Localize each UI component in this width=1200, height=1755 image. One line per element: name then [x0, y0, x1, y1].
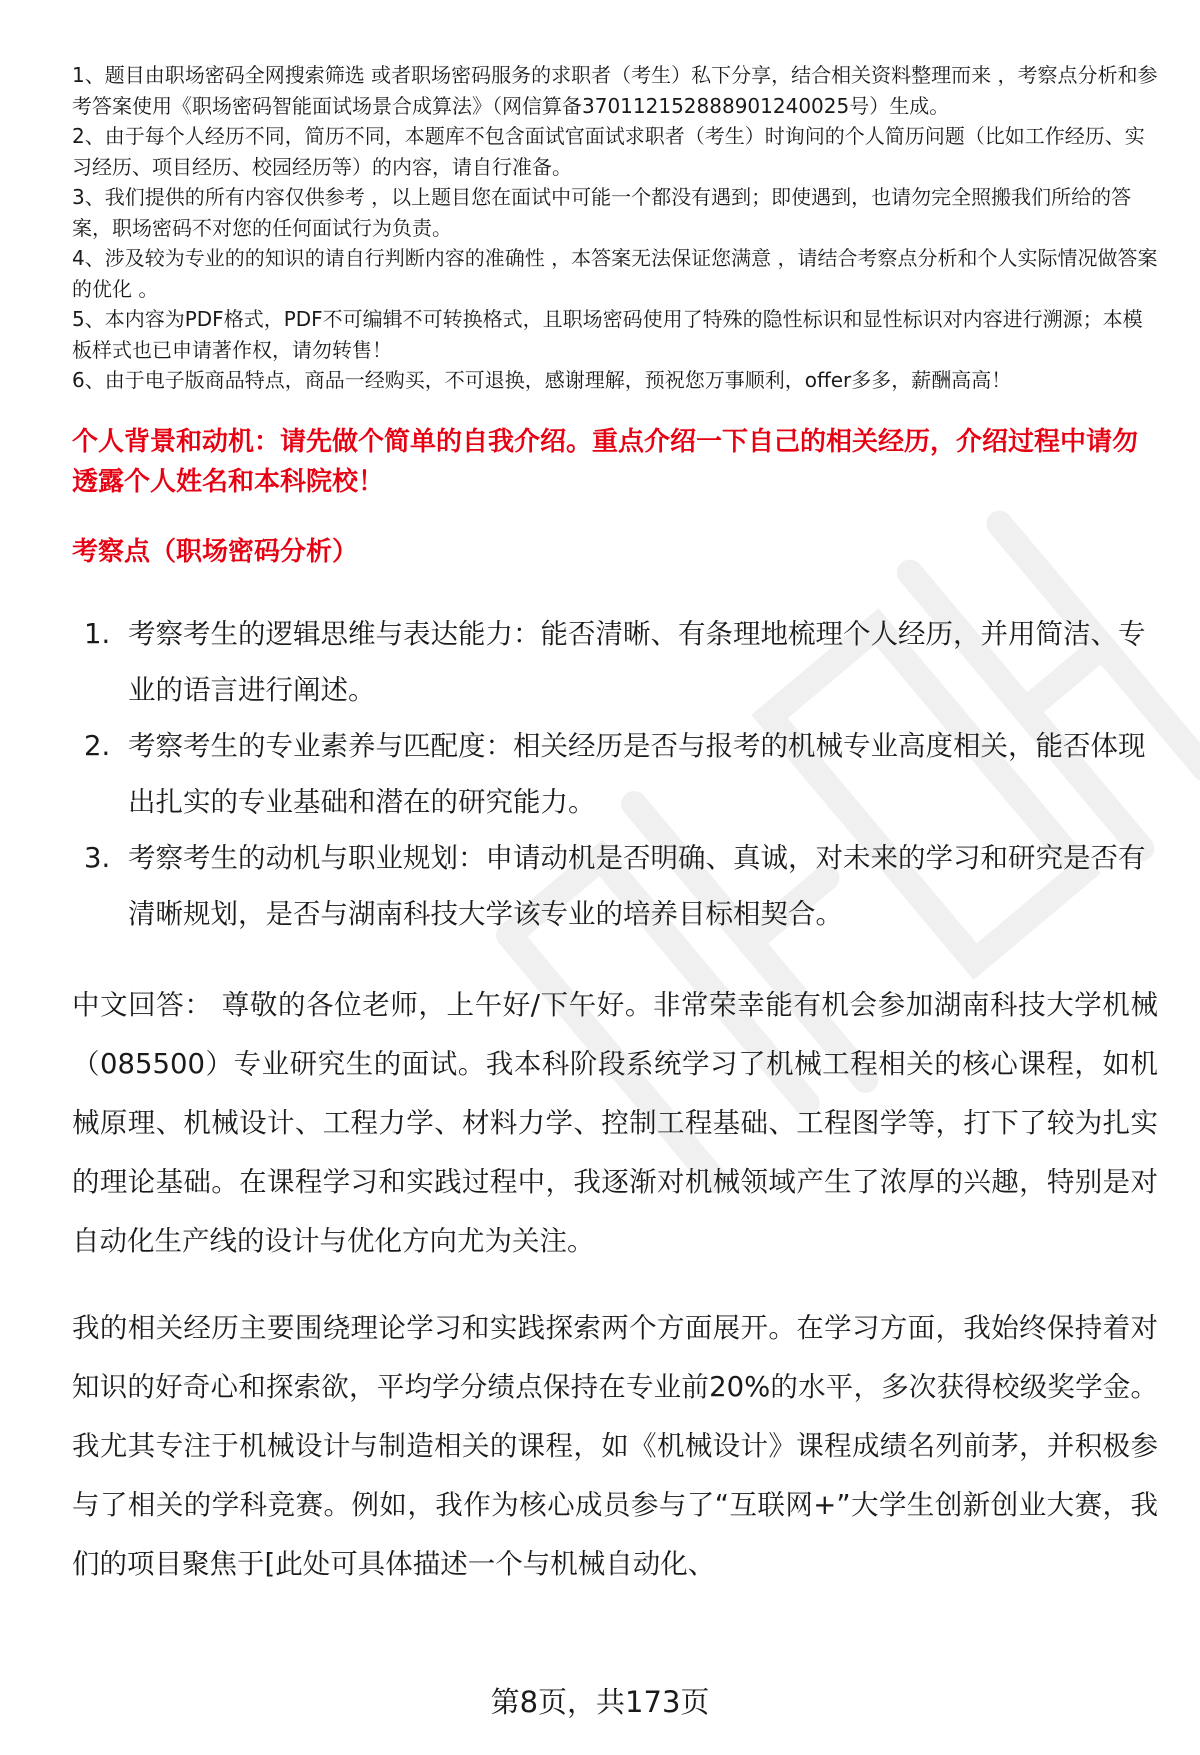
- answer-paragraph: 我的相关经历主要围绕理论学习和实践探索两个方面展开。在学习方面，我始终保持着对知识的好奇心和探索欲，平均学分绩点保持在专业前20%的水平，多次获得校级奖学金。我尤其专注于机械设计与制造相关的课程，如《机械设计》课程成绩名列前茅，并积极参与了相关的学科竞赛。例如，我作为核心成员参与了“互联网+”大学生创新创业大赛，我们的项目聚焦于[此处可具体描述一个与机械自动化、: [72, 1311, 1158, 1580]
- analysis-point: [72, 606, 1158, 718]
- disclaimer-note: 2、由于每个人经历不同，简历不同，本题库不包含面试官面试求职者（考生）时询问的个人简历问题（比如工作经历、实习经历、项目经历、校园经历等）的内容，请自行准备。: [72, 124, 1145, 179]
- analysis-point: [72, 718, 1158, 830]
- analysis-points: [72, 606, 1158, 942]
- disclaimer-note: 1、题目由职场密码全网搜索筛选 或者职场密码服务的求职者（考生）私下分享，结合相关资料整理而来 ，考察点分析和参考答案使用《职场密码智能面试场景合成算法》（网信算备370112152888901240025号）生成。: [72, 63, 1158, 118]
- analysis-point: [72, 830, 1158, 942]
- point-text: 考察考生的动机与职业规划：申请动机是否明确、真诚，对未来的学习和研究是否有清晰规划，是否与湖南科技大学该专业的培养目标相契合。: [128, 841, 1146, 930]
- point-number: 1.: [84, 617, 111, 650]
- disclaimer-note: 5、本内容为PDF格式，PDF不可编辑不可转换格式，且职场密码使用了特殊的隐性标识和显性标识对内容进行溯源；本模板样式也已申请著作权，请勿转售！: [72, 307, 1143, 362]
- disclaimer-note: 6、由于电子版商品特点，商品一经购买，不可退换，感谢理解，预祝您万事顺利，offer多多，薪酬高高！: [72, 368, 1012, 392]
- question-heading: 个人背景和动机：请先做个简单的自我介绍。重点介绍一下自己的相关经历，介绍过程中请勿透露个人姓名和本科院校！: [72, 426, 1139, 497]
- point-text: 考察考生的逻辑思维与表达能力：能否清晰、有条理地梳理个人经历，并用简洁、专业的语言进行阐述。: [128, 617, 1146, 706]
- page-number: 第8页，共173页: [490, 1685, 710, 1719]
- page-content: [72, 60, 1158, 1594]
- disclaimer-notes: [72, 60, 1158, 396]
- answer-paragraph: 中文回答： 尊敬的各位老师，上午好/下午好。非常荣幸能有机会参加湖南科技大学机械（085500）专业研究生的面试。我本科阶段系统学习了机械工程相关的核心课程，如机械原理、机械设计、工程力学、材料力学、控制工程基础、工程图学等，打下了较为扎实的理论基础。在课程学习和实践过程中，我逐渐对机械领域产生了浓厚的兴趣，特别是对自动化生产线的设计与优化方向尤为关注。: [72, 988, 1158, 1257]
- point-number: 2.: [84, 729, 111, 762]
- point-text: 考察考生的专业素养与匹配度：相关经历是否与报考的机械专业高度相关，能否体现出扎实的专业基础和潜在的研究能力。: [128, 729, 1146, 818]
- disclaimer-note: 4、涉及较为专业的的知识的请自行判断内容的准确性 ，本答案无法保证您满意 ，请结合考察点分析和个人实际情况做答案的优化 。: [72, 246, 1158, 301]
- point-number: 3.: [84, 841, 111, 874]
- analysis-heading: 考察点（职场密码分析）: [72, 536, 359, 567]
- disclaimer-note: 3、我们提供的所有内容仅供参考 ，以上题目您在面试中可能一个都没有遇到；即使遇到，也请勿完全照搬我们所给的答案，职场密码不对您的任何面试行为负责。: [72, 185, 1132, 240]
